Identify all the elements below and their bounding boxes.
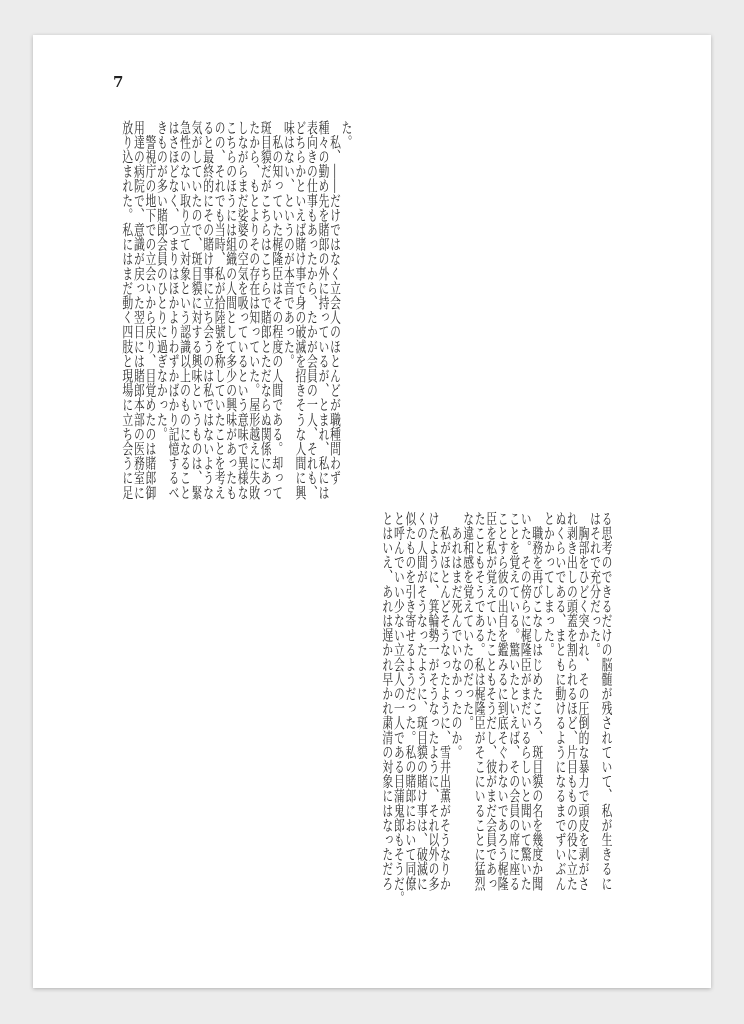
text-column: とはいえ、あれは遅かれ早かれ粛清の対象にはなっただろ: [380, 511, 394, 891]
text-column: たこともそうである。私は梶隆臣がそこにいることに猛烈: [473, 511, 486, 891]
text-column: る思考のできるだけの脳髄が残されていて、私が生きるに: [600, 511, 613, 891]
text-column: きものが多い賭郎会員のひとりに過ぎなかった。: [155, 120, 169, 442]
text-column: 放り込まれた。私にはまだ動く四肢と現場に立ち会うに足: [120, 120, 134, 500]
text-column: 臣を私が覚えていたこともそうだし、彼がまだ会員であっ: [484, 511, 498, 891]
text-column: どちらかといえば賭け事で身の破滅を招きそうな人間に興: [294, 120, 307, 500]
text-column: 急性のない取り立て対象という認識以上のものになること: [178, 120, 192, 500]
text-column: ぬくらいである、まともに動けるようになるまでずいぶん: [554, 511, 567, 891]
text-column: 私がほとんどそうなったように、雪井出薫がそうなりか: [438, 511, 452, 891]
text-column: のの、それでも当時、私が拾陸號を称していたことを考え: [213, 120, 226, 500]
text-column: 表向きの仕事もあったから、たかが会員の一人、それも、: [305, 120, 319, 500]
text-column: た。: [340, 120, 353, 150]
text-column: はそれで充分だった。: [588, 511, 602, 657]
text-block-bottom: [381, 511, 612, 905]
text-column: 私の知っていた梶隆臣はその程度の人間である。却って: [270, 120, 284, 500]
text-column: 職務を再びこなしはじめたころ、斑目貘の名を幾度か聞: [530, 511, 544, 891]
text-column: ことを覚えている。驚いたといえば、その会員の席に座る: [507, 511, 521, 891]
text-column: 用達の病院で、意識が戻った翌日には賭郎本部の医務室に: [132, 120, 146, 500]
text-column: 気がしていたので、斑目貘に対する興味というものは、緊: [190, 120, 203, 500]
text-column: 味はない、というのが本音であった。: [282, 120, 296, 369]
text-column: しながらまだ娑婆の空気を吸っているという意味で異様な: [236, 120, 249, 500]
text-column: けたように、箕輪勢一がそうなったように、それ以外の多: [427, 511, 440, 891]
page-number: 7: [113, 73, 124, 91]
text-column: と呼んでいい少ない立会人の一人である目蒲鬼郎もそうだ。: [392, 511, 406, 906]
text-column: 似たものを引き寄せるようだった。私の賭郎において同僚: [403, 511, 417, 891]
text-column: 斑目貘だがこちらはこちらで賭郎とただならぬ関係にあっ: [259, 120, 272, 500]
text-column: いた。その傍らに梶隆臣がまだいるらしいと聞いて驚いた: [519, 511, 532, 891]
text-column: あれはまだ死んでいなかったのか。: [450, 511, 463, 760]
text-block-top: [121, 120, 352, 500]
text-column: たから、もとよりその存在は知っていた。屋形越えに失敗: [247, 120, 261, 500]
text-column: 胸部をひどく突かれ、その圧倒的な暴力で頭皮を剥がさ: [577, 511, 590, 891]
text-column: はさほどなく、つまりはほかよりわずかばかり記憶するべ: [167, 120, 180, 500]
text-column: 私、――だけではなく立会人のほとんどが職種問わず: [328, 120, 342, 485]
document-page: [33, 35, 711, 988]
text-column: ると最終的にその賭け事に立ち会うのは私ではないような: [201, 120, 215, 500]
text-column: 警視庁の地下での立会いから戻り、目覚めたのは賭郎御: [143, 120, 157, 500]
text-column: 種々の勤め先を賭郎の外に持っているが、とまれ、私には: [317, 120, 330, 500]
text-column: れ剥き出しの頭蓋を割られるほど、片目もものの役に立た: [565, 511, 579, 891]
text-column: な違和感を覚えていたのだった。: [461, 511, 475, 730]
text-column: くの人間がそうなったように、斑目貘の賭け事は、破滅に: [415, 511, 429, 891]
text-column: とかかってしまった。: [542, 511, 556, 657]
text-column: こちらのほうには組織の人間として多少の興味があったも: [224, 120, 238, 500]
text-column: ことすら彼の出自を鑑みるに到底そぐわないであろう梶隆: [496, 511, 509, 891]
